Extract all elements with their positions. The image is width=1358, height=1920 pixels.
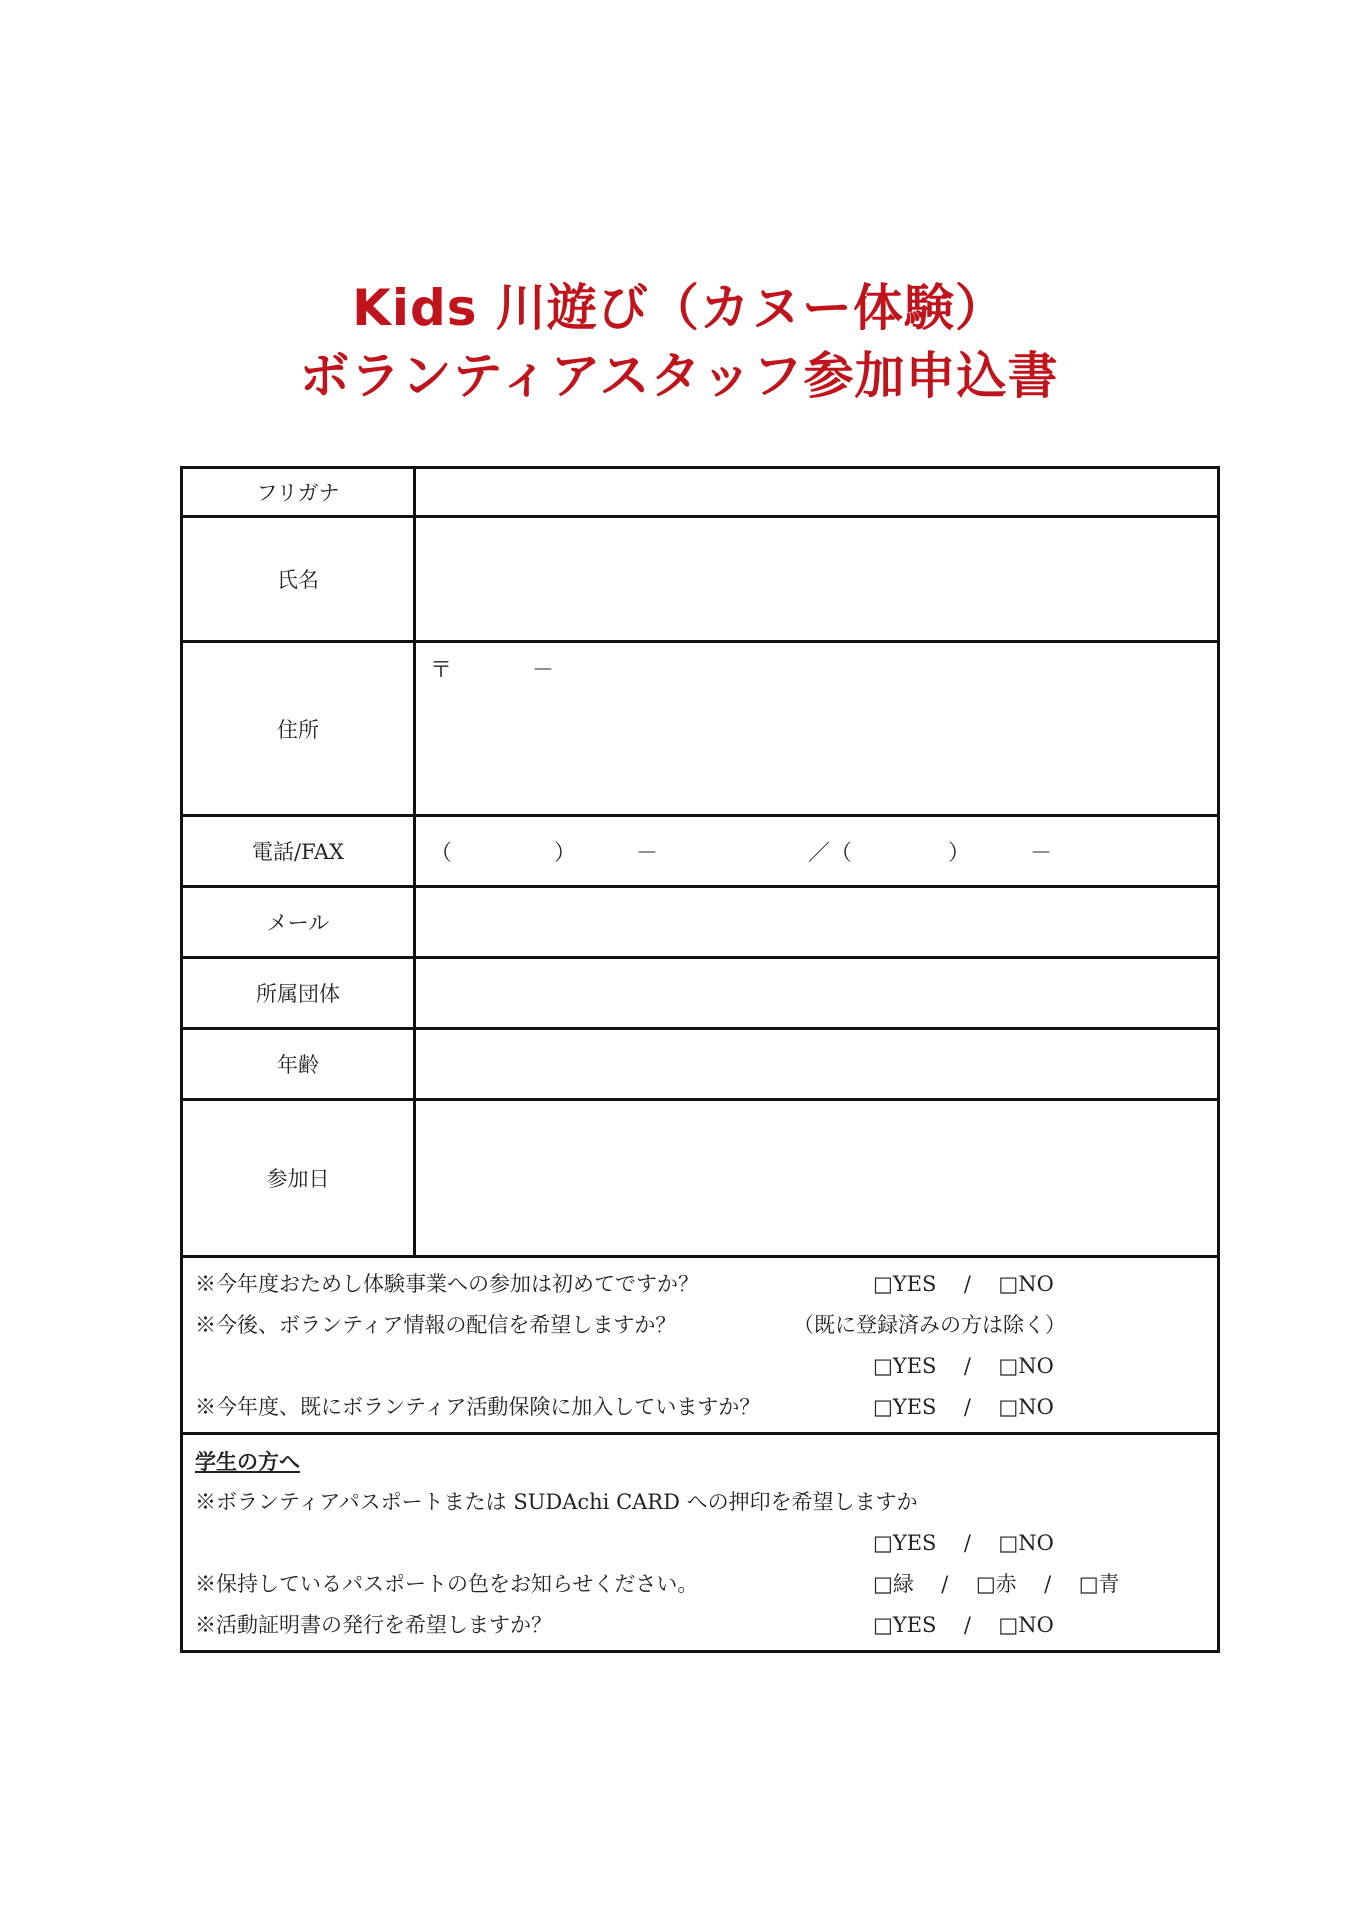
fax-dash: － [1030,840,1053,866]
question-insurance-text: ※今年度、既にボランティア活動保険に加入していますか？ [195,1395,761,1419]
document-title-line1: Kids 川遊び（カヌー体験） [352,279,1006,337]
newsletter-options [873,1346,1054,1387]
option-separator: / [963,1272,971,1296]
stamp-no-checkbox[interactable]: □NO [998,1531,1054,1555]
option-separator: / [941,1572,949,1596]
address-label: 住所 [183,643,416,814]
question-newsletter-note: （既に登録済みの方は除く） [793,1313,1066,1337]
email-label: メール [183,888,416,956]
question-certificate-text: ※活動証明書の発行を希望しますか？ [195,1613,552,1637]
option-separator: / [963,1531,971,1555]
tel-open: （ [430,840,453,866]
newsletter-yes-checkbox[interactable]: □YES [873,1354,937,1378]
postal-code [430,653,554,684]
question-passport-color-text: ※保持しているパスポートの色をお知らせください。 [195,1572,699,1596]
color-green-checkbox[interactable]: □緑 [873,1572,914,1596]
phone-fax-field[interactable] [416,817,1217,885]
option-separator: / [963,1354,971,1378]
newsletter-no-checkbox[interactable]: □NO [998,1354,1054,1378]
age-field[interactable] [416,1030,1217,1098]
stamp-yes-checkbox[interactable]: □YES [873,1531,937,1555]
phone-fax-row [183,817,1217,888]
color-red-checkbox[interactable]: □赤 [975,1572,1017,1596]
postal-dash: － [532,658,555,683]
students-heading: 学生の方へ [195,1449,300,1474]
certificate-yes-checkbox[interactable]: □YES [873,1613,937,1637]
furigana-row [183,469,1217,518]
first-time-no-checkbox[interactable]: □NO [998,1272,1054,1296]
phone-fax-label: 電話/FAX [183,817,416,885]
document-title-line2: ボランティアスタッフ参加申込書 [299,347,1059,405]
tel-dash: － [636,840,659,866]
question-newsletter [193,1305,1207,1346]
first-time-options [873,1264,1054,1305]
color-blue-checkbox[interactable]: □青 [1078,1572,1120,1596]
name-label: 氏名 [183,518,416,640]
insurance-options [873,1387,1054,1428]
question-certificate [193,1605,1207,1646]
stamp-options [873,1523,1054,1564]
question-insurance [193,1387,1207,1428]
insurance-yes-checkbox[interactable]: □YES [873,1395,937,1419]
organization-field[interactable] [416,959,1217,1027]
date-row [183,1101,1217,1258]
question-stamp [193,1482,1207,1523]
age-label: 年齢 [183,1030,416,1098]
fax-open: ／（ [808,840,853,866]
certificate-no-checkbox[interactable]: □NO [998,1613,1054,1637]
email-row [183,888,1217,959]
first-time-yes-checkbox[interactable]: □YES [873,1272,937,1296]
certificate-options [873,1605,1054,1646]
name-field[interactable] [416,518,1217,640]
questions-section [183,1258,1217,1435]
question-first-time [193,1264,1207,1305]
address-field[interactable] [416,643,1217,814]
students-section [183,1435,1217,1650]
age-row [183,1030,1217,1101]
insurance-no-checkbox[interactable]: □NO [998,1395,1054,1419]
question-stamp-options-line [193,1523,1207,1564]
email-field[interactable] [416,888,1217,956]
option-separator: / [963,1613,971,1637]
question-stamp-text: ※ボランティアパスポートまたは SUDAchi CARD への押印を希望しますか [195,1490,918,1514]
date-label: 参加日 [183,1101,416,1255]
name-row [183,518,1217,643]
furigana-field[interactable] [416,469,1217,515]
question-newsletter-text: ※今後、ボランティア情報の配信を希望しますか？ [195,1313,677,1337]
organization-row [183,959,1217,1030]
organization-label: 所属団体 [183,959,416,1027]
date-field[interactable] [416,1101,1217,1255]
question-passport-color [193,1564,1207,1605]
tel-close: ） [554,840,577,866]
question-first-time-text: ※今年度おためし体験事業への参加は初めてですか？ [195,1272,699,1296]
address-row [183,643,1217,817]
postal-mark: 〒 [430,658,453,683]
passport-color-options [873,1564,1120,1605]
fax-close: ） [948,840,971,866]
students-heading-line [193,1441,1207,1482]
furigana-label: フリガナ [183,469,416,515]
option-separator: / [963,1395,971,1419]
question-newsletter-options-line [193,1346,1207,1387]
application-form [180,466,1220,1653]
option-separator: / [1044,1572,1052,1596]
